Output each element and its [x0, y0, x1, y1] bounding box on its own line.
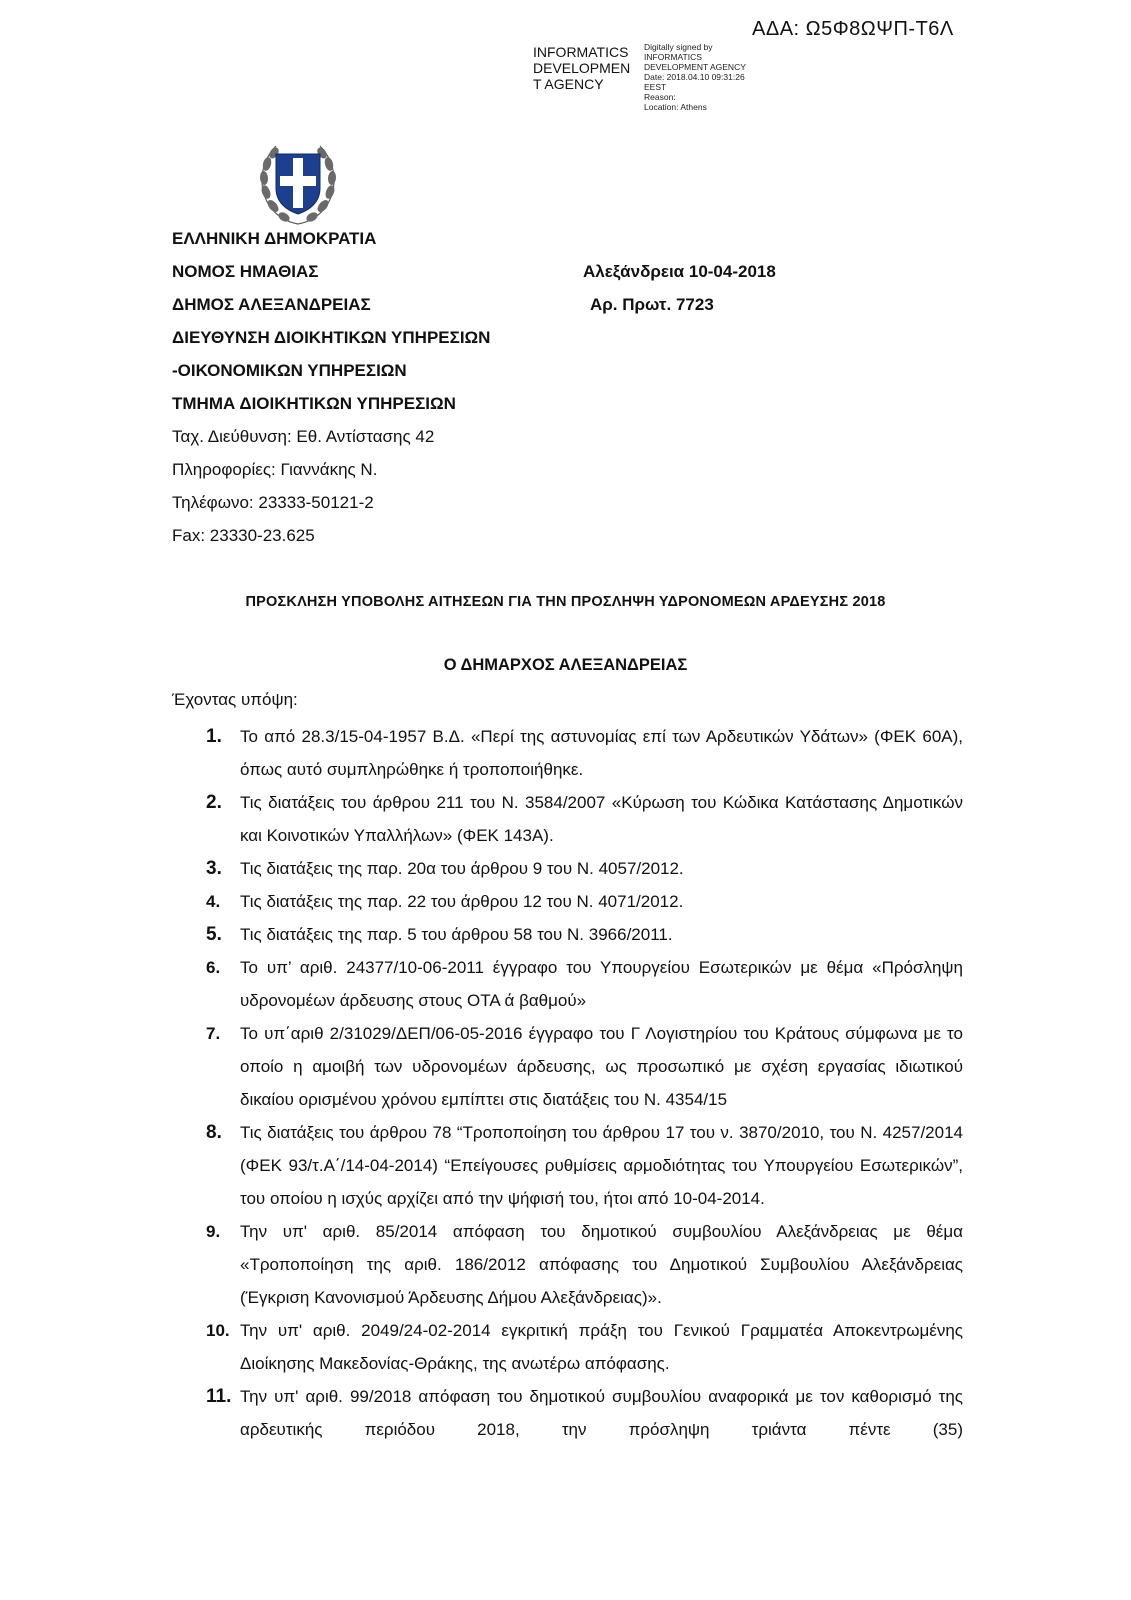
list-item-text: Τις διατάξεις της παρ. 20α του άρθρου 9 του Ν. 4057/2012. — [240, 859, 684, 878]
list-item-number: 1. — [206, 726, 222, 747]
header-phone: Τηλέφωνο: 23333-50121-2 — [172, 493, 374, 512]
signature-info-line: EEST — [644, 82, 667, 92]
list-item-number: 6. — [206, 958, 221, 977]
header-fax: Fax: 23330-23.625 — [172, 526, 315, 545]
place-date: Αλεξάνδρεια 10-04-2018 — [583, 262, 776, 281]
header-country: ΕΛΛΗΝΙΚΗ ΔΗΜΟΚΡΑΤΙΑ — [172, 229, 377, 248]
list-item — [200, 1017, 963, 1116]
header-address: Ταχ. Διεύθυνση: Εθ. Αντίστασης 42 — [172, 427, 435, 446]
list-item — [200, 720, 963, 786]
list-item — [200, 852, 963, 885]
signature-info — [644, 42, 746, 112]
list-item-number: 3. — [206, 858, 222, 879]
signature-name — [533, 44, 643, 92]
protocol-number: Αρ. Πρωτ. 7723 — [590, 295, 714, 314]
list-item-text: Τις διατάξεις του άρθρου 78 “Τροποποίηση του άρθρου 17 του ν. 3870/2010, του Ν. 4257/2014 (ΦΕΚ 93/τ.Α΄/14-04-2014) “Επείγουσες ρυθμίσεις αρμοδιότητας του Υπουργείου Εσωτερικών”, του οποίου η ισχύς αρχίζει από την ψήφισή του, ήτοι από 10-04-2014. — [240, 1123, 963, 1208]
list-item-number: 4. — [206, 892, 221, 911]
mayor-heading: Ο ΔΗΜΑΡΧΟΣ ΑΛΕΞΑΝΔΡΕΙΑΣ — [443, 656, 688, 674]
list-item-text: Τις διατάξεις της παρ. 5 του άρθρου 58 του Ν. 3966/2011. — [240, 925, 673, 944]
header-directorate-line1: ΔΙΕΥΘΥΝΣΗ ΔΙΟΙΚΗΤΙΚΩΝ ΥΠΗΡΕΣΙΩΝ — [172, 328, 491, 347]
list-item-text: Το από 28.3/15-04-1957 Β.Δ. «Περί της αστυνομίας επί των Αρδευτικών Υδάτων» (ΦΕΚ 60Α), όπως αυτό συμπληρώθηκε ή τροποποιήθηκε. — [240, 727, 963, 779]
signature-info-line: DEVELOPMENT AGENCY — [644, 62, 746, 72]
list-item-number: 8. — [206, 1122, 222, 1143]
list-item — [200, 1380, 963, 1446]
header-directorate-line2: -ΟΙΚΟΝΟΜΙΚΩΝ ΥΠΗΡΕΣΙΩΝ — [172, 361, 407, 380]
header-municipality: ΔΗΜΟΣ ΑΛΕΞΑΝΔΡΕΙΑΣ — [172, 295, 371, 314]
document-title: ΠΡΟΣΚΛΗΣΗ ΥΠΟΒΟΛΗΣ ΑΙΤΗΣΕΩΝ ΓΙΑ ΤΗΝ ΠΡΟΣΛΗΨΗ ΥΔΡΟΝΟΜΕΩΝ ΑΡΔΕΥΣΗΣ 2018 — [245, 594, 886, 610]
signature-info-line: Digitally signed by — [644, 42, 713, 52]
signature-name-line: INFORMATICS — [533, 44, 629, 60]
list-item-text: Την υπ' αριθ. 99/2018 απόφαση του δημοτικού συμβουλίου αναφορικά με τον καθορισμό της αρδευτικής περιόδου 2018, την πρόσληψη τριάντα πέντε (35) — [240, 1387, 963, 1439]
list-item — [200, 1215, 963, 1314]
signature-name-line: DEVELOPMEN — [533, 60, 631, 76]
list-item — [200, 1314, 963, 1380]
signature-info-line: INFORMATICS — [644, 52, 702, 62]
list-item — [200, 951, 963, 1017]
header-prefecture: ΝΟΜΟΣ ΗΜΑΘΙΑΣ — [172, 262, 319, 281]
list-item-text: Το υπ΄αριθ 2/31029/ΔΕΠ/06-05-2016 έγγραφο του Γ Λογιστηρίου του Κράτους σύμφωνα με το οποίο η αμοιβή των υδρονομέων άρδευσης, ως προσωπικό με σχέση εργασίας ιδιωτικού δικαίου ορισμένου χρόνου εμπίπτει στις διατάξεις του Ν. 4354/15 — [240, 1024, 963, 1109]
list-item-number: 10. — [206, 1321, 230, 1340]
signature-name-line: T AGENCY — [533, 76, 604, 92]
header-info: Πληροφορίες: Γιαννάκης Ν. — [172, 460, 378, 479]
intro-text: Έχοντας υπόψη: — [172, 690, 298, 709]
list-item-number: 7. — [206, 1024, 221, 1043]
list-item-number: 11. — [206, 1386, 232, 1407]
list-item-text: Το υπ’ αριθ. 24377/10-06-2011 έγγραφο του Υπουργείου Εσωτερικών με θέμα «Πρόσληψη υδρονομέων άρδευσης στους ΟΤΑ ά βαθμού» — [240, 958, 963, 1010]
signature-info-line: Reason: — [644, 92, 676, 102]
list-item-number: 2. — [206, 792, 222, 813]
list-item — [200, 885, 963, 918]
list-item — [200, 1116, 963, 1215]
considerations-list — [200, 720, 963, 1446]
list-item-text: Την υπ' αριθ. 2049/24-02-2014 εγκριτική πράξη του Γενικού Γραμματέα Αποκεντρωμένης Διοίκησης Μακεδονίας-Θράκης, της ανωτέρω απόφασης. — [240, 1321, 963, 1373]
ada-code: ΑΔΑ: Ω5Φ8ΩΨΠ-Τ6Λ — [752, 18, 954, 40]
header-department: ΤΜΗΜΑ ΔΙΟΙΚΗΤΙΚΩΝ ΥΠΗΡΕΣΙΩΝ — [172, 394, 456, 413]
list-item-text: Την υπ' αριθ. 85/2014 απόφαση του δημοτικού συμβουλίου Αλεξάνδρειας με θέμα «Τροποποίηση της αριθ. 186/2012 απόφασης του Δημοτικού Συμβουλίου Αλεξάνδρειας (Έγκριση Κανονισμού Άρδευσης Δήμου Αλεξάνδρειας)». — [240, 1222, 963, 1307]
list-item — [200, 918, 963, 951]
list-item — [200, 786, 963, 852]
list-item-number: 5. — [206, 924, 222, 945]
list-item-text: Τις διατάξεις του άρθρου 211 του Ν. 3584/2007 «Κύρωση του Κώδικα Κατάστασης Δημοτικών και Κοινοτικών Υπαλλήλων» (ΦΕΚ 143Α). — [240, 793, 963, 845]
list-item-number: 9. — [206, 1222, 221, 1241]
greek-coat-of-arms-icon — [254, 140, 342, 228]
signature-info-line: Date: 2018.04.10 09:31:26 — [644, 72, 745, 82]
signature-info-line: Location: Athens — [644, 102, 707, 112]
list-item-text: Τις διατάξεις της παρ. 22 του άρθρου 12 του Ν. 4071/2012. — [240, 892, 684, 911]
